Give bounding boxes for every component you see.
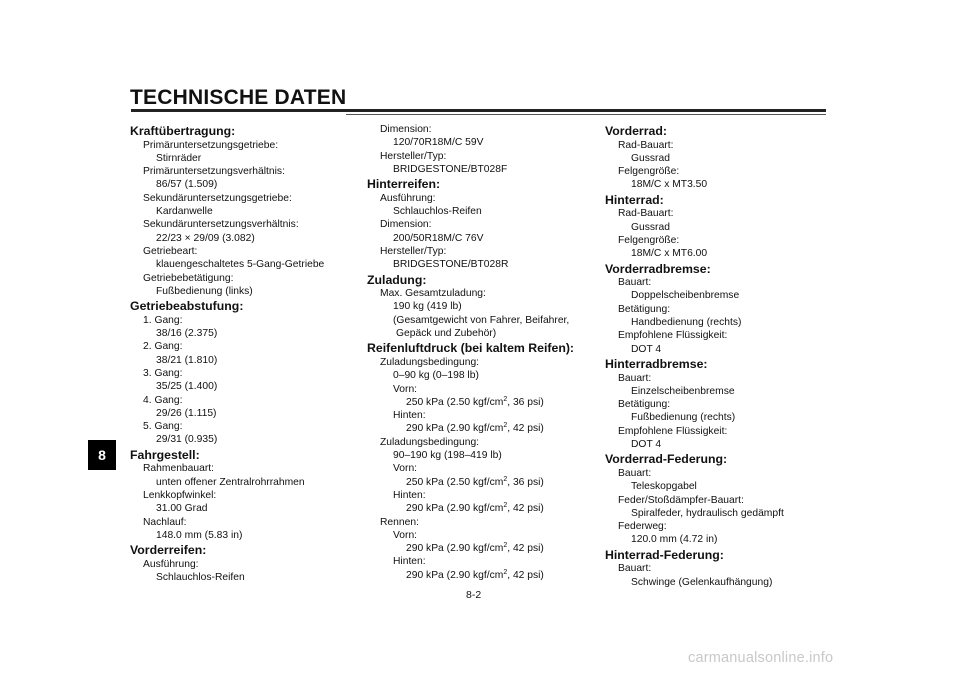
spec-line [367,205,592,218]
section-heading [605,262,835,277]
spec-text: 148.0 mm (5.83 in) [156,529,243,541]
spec-text-suffix: , 42 psi) [507,543,544,555]
spec-line [367,569,592,582]
spec-text: Empfohlene Flüssigkeit: [618,330,728,342]
spec-text: 120/70R18M/C 59V [393,137,484,149]
spec-text: Rennen: [380,516,419,528]
spec-text: 290 kPa (2.90 kgf/cm [406,543,504,555]
spec-line [367,136,592,149]
spec-text: Hinterreifen: [367,177,441,192]
spec-line [367,123,592,136]
spec-text: Stirnräder [156,152,202,164]
spec-line [605,276,835,289]
page-number: 8-2 [466,589,482,601]
spec-text: Hersteller/Typ: [380,150,447,162]
spec-text: Hinterrad-Federung: [605,547,724,562]
spec-text: Sekundäruntersetzungsverhältnis: [143,219,299,231]
spec-line [605,533,835,546]
spec-text: Max. Gesamtzuladung: [380,288,486,300]
spec-column-1 [130,123,345,584]
spec-text: Fahrgestell: [130,447,200,462]
spec-text: Hinten: [393,489,426,501]
spec-line [367,258,592,271]
spec-line [605,398,835,411]
spec-text: 190 kg (419 lb) [393,301,462,313]
spec-text: 29/31 (0.935) [156,434,218,446]
spec-text: Empfohlene Flüssigkeit: [618,425,728,437]
spec-text: 86/57 (1.509) [156,179,218,191]
spec-text: Fußbedienung (links) [156,285,253,297]
spec-text: DOT 4 [631,343,662,355]
spec-text: 290 kPa (2.90 kgf/cm [406,423,504,435]
spec-text: 120.0 mm (4.72 in) [631,534,718,546]
spec-text: 18M/C x MT3.50 [631,179,708,191]
spec-text: Rad-Bauart: [618,139,674,151]
spec-text: 250 kPa (2.50 kgf/cm [406,396,504,408]
spec-line [130,433,345,446]
spec-text: Schlauchlos-Reifen [156,571,245,583]
chapter-tab: 8 [88,440,116,470]
spec-text: Betätigung: [618,303,671,315]
spec-line [605,289,835,302]
spec-line [605,139,835,152]
spec-line [605,467,835,480]
superscript: 2 [503,475,508,483]
section-heading [605,357,835,372]
spec-line [367,314,592,327]
spec-text-suffix: , 42 psi) [507,503,544,515]
spec-line [130,314,345,327]
spec-text: Getriebebetätigung: [143,272,234,284]
spec-text: Getriebeart: [143,245,198,257]
section-heading [605,124,835,139]
spec-text: 18M/C x MT6.00 [631,248,708,260]
spec-text: 0–90 kg (0–198 lb) [393,370,479,382]
spec-line [367,449,592,462]
spec-line [367,542,592,555]
spec-line [367,422,592,435]
spec-text: Dimension: [380,124,432,135]
spec-text: 290 kPa (2.90 kgf/cm [406,503,504,515]
spec-line [367,327,592,340]
spec-line [130,476,345,489]
spec-line [130,420,345,433]
spec-text: DOT 4 [631,439,662,451]
spec-line [605,247,835,260]
section-heading [605,452,835,467]
spec-line [605,178,835,191]
spec-text: 3. Gang: [143,367,183,379]
spec-line [367,383,592,396]
spec-line [367,409,592,422]
spec-line [130,139,345,152]
spec-text: Gussrad [631,221,670,233]
superscript: 2 [503,542,508,550]
spec-text: 29/26 (1.115) [156,407,217,419]
spec-text-suffix: , 36 psi) [507,476,544,488]
spec-line [605,372,835,385]
superscript: 2 [503,568,508,576]
superscript: 2 [503,422,508,430]
spec-line [130,258,345,271]
spec-text: Nachlauf: [143,516,187,528]
spec-line [367,502,592,515]
spec-line [605,316,835,329]
spec-line [130,192,345,205]
spec-text: 35/25 (1.400) [156,381,218,393]
spec-line [130,152,345,165]
spec-text: 22/23 × 29/09 (3.082) [156,232,255,244]
spec-line [605,234,835,247]
spec-line [605,152,835,165]
spec-text: 250 kPa (2.50 kgf/cm [406,476,504,488]
spec-line [130,245,345,258]
spec-text: 38/16 (2.375) [156,328,218,340]
spec-line [130,462,345,475]
spec-line [130,285,345,298]
spec-text: Kardanwelle [156,206,213,218]
spec-line [130,489,345,502]
spec-line [130,272,345,285]
spec-text: Bauart: [618,277,652,289]
spec-line [130,502,345,515]
spec-text: Lenkkopfwinkel: [143,489,217,501]
spec-line [130,529,345,542]
spec-text: Sekundäruntersetzungsgetriebe: [143,192,292,204]
spec-text: Vorn: [393,529,418,541]
spec-line [130,354,345,367]
section-heading [130,543,345,558]
spec-text: Vorderradbremse: [605,261,711,276]
spec-line [367,476,592,489]
spec-line [605,562,835,575]
spec-line [605,438,835,451]
spec-text: Spiralfeder, hydraulisch gedämpft [631,507,784,519]
spec-text: (Gesamtgewicht von Fahrer, Beifahrer, [393,314,570,326]
spec-line [367,396,592,409]
spec-line [605,165,835,178]
spec-text: Schwinge (Gelenkaufhängung) [631,576,773,588]
spec-line [130,558,345,571]
spec-text: Teleskopgabel [631,481,697,493]
spec-text: 31.00 Grad [156,503,208,515]
spec-text: Bauart: [618,563,652,575]
spec-text: 290 kPa (2.90 kgf/cm [406,569,504,581]
spec-text: Ausführung: [143,558,199,570]
spec-text: Dimension: [380,219,432,231]
spec-text: Feder/Stoßdämpfer-Bauart: [618,494,744,506]
spec-text: Felgengröße: [618,166,680,178]
spec-text: Doppelscheibenbremse [631,290,740,302]
spec-text: Primäruntersetzungsverhältnis: [143,166,285,178]
spec-text: Einzelscheibenbremse [631,385,735,397]
spec-line [605,221,835,234]
spec-text: Reifenluftdruck (bei kaltem Reifen): [367,341,575,356]
spec-text: Zuladungsbedingung: [380,356,480,368]
spec-text: Vorderrad: [605,124,667,138]
spec-text: unten offener Zentralrohrrahmen [156,476,305,488]
spec-text: Primäruntersetzungsgetriebe: [143,139,279,151]
spec-text: Getriebeabstufung: [130,299,244,314]
spec-line [130,218,345,231]
spec-line [367,529,592,542]
spec-text: Rahmenbauart: [143,463,214,475]
spec-line [130,380,345,393]
spec-text: Fußbedienung (rechts) [631,412,736,424]
spec-line [605,343,835,356]
spec-text: Hinten: [393,410,426,422]
spec-text: 200/50R18M/C 76V [393,232,484,244]
spec-line [605,411,835,424]
spec-text: Handbedienung (rechts) [631,317,742,329]
spec-text: 1. Gang: [143,314,183,326]
spec-line [367,245,592,258]
section-heading [367,177,592,192]
spec-text: Vorn: [393,383,418,395]
spec-text: Bauart: [618,372,652,384]
spec-line [130,340,345,353]
spec-line [367,218,592,231]
spec-line [605,207,835,220]
spec-line [130,407,345,420]
spec-text: Felgengröße: [618,234,680,246]
spec-text: Gussrad [631,152,670,164]
spec-line [605,385,835,398]
section-heading [130,448,345,463]
spec-line [130,327,345,340]
spec-line [367,150,592,163]
superscript: 2 [503,395,508,403]
spec-line [605,576,835,589]
spec-text: 2. Gang: [143,341,183,353]
spec-line [605,520,835,533]
spec-text: Rad-Bauart: [618,208,674,220]
spec-text: 90–190 kg (198–419 lb) [393,450,502,462]
page-title: TECHNISCHE DATEN [130,86,347,109]
title-rule-thin [346,114,826,115]
spec-text: Vorderreifen: [130,543,207,558]
spec-text: Vorderrad-Federung: [605,452,728,467]
spec-text: Zuladungsbedingung: [380,436,480,448]
spec-line [367,300,592,313]
spec-column-3 [605,123,835,589]
spec-line [130,571,345,584]
spec-line [605,329,835,342]
spec-text-suffix: , 42 psi) [507,423,544,435]
spec-text: Hinterrad: [605,192,664,207]
spec-line [130,232,345,245]
spec-line [367,462,592,475]
spec-line [367,489,592,502]
spec-line [367,287,592,300]
section-heading [367,341,592,356]
spec-line [367,555,592,568]
spec-line [367,516,592,529]
section-heading [130,299,345,314]
spec-text: Gepäck und Zubehör) [396,328,497,340]
spec-line [367,356,592,369]
spec-text-suffix: , 36 psi) [507,396,544,408]
spec-text: Hinten: [393,556,426,568]
spec-text: Federweg: [618,521,667,533]
spec-text: 38/21 (1.810) [156,354,218,366]
spec-line [130,165,345,178]
spec-text: Hersteller/Typ: [380,245,447,257]
spec-line [605,494,835,507]
spec-text: Vorn: [393,463,418,475]
title-rule [131,109,826,112]
spec-column-2 [367,123,592,582]
spec-text: 4. Gang: [143,394,183,406]
spec-line [130,394,345,407]
spec-text: Zuladung: [367,272,427,287]
spec-text: Schlauchlos-Reifen [393,206,482,218]
spec-text: Hinterradbremse: [605,356,708,371]
section-heading [367,273,592,288]
spec-text: Ausführung: [380,192,436,204]
section-heading [605,548,835,563]
spec-line [130,516,345,529]
spec-line [605,425,835,438]
spec-line [130,367,345,380]
spec-line [130,205,345,218]
spec-line [367,436,592,449]
section-heading [605,193,835,208]
spec-line [605,507,835,520]
spec-line [605,303,835,316]
spec-text: klauengeschaltetes 5-Gang-Getriebe [156,259,325,271]
section-heading [130,124,345,139]
watermark: carmanualsonline.info [688,650,834,666]
spec-line [367,232,592,245]
spec-text: BRIDGESTONE/BT028R [393,259,509,271]
spec-line [367,163,592,176]
spec-text: Bauart: [618,467,652,479]
spec-text: BRIDGESTONE/BT028F [393,163,508,175]
superscript: 2 [503,502,508,510]
spec-line [605,480,835,493]
spec-text-suffix: , 42 psi) [507,569,544,581]
spec-text: Kraftübertragung: [130,124,236,138]
spec-text: 5. Gang: [143,421,183,433]
spec-line [130,178,345,191]
spec-text: Betätigung: [618,399,671,411]
spec-line [367,192,592,205]
spec-line [367,369,592,382]
